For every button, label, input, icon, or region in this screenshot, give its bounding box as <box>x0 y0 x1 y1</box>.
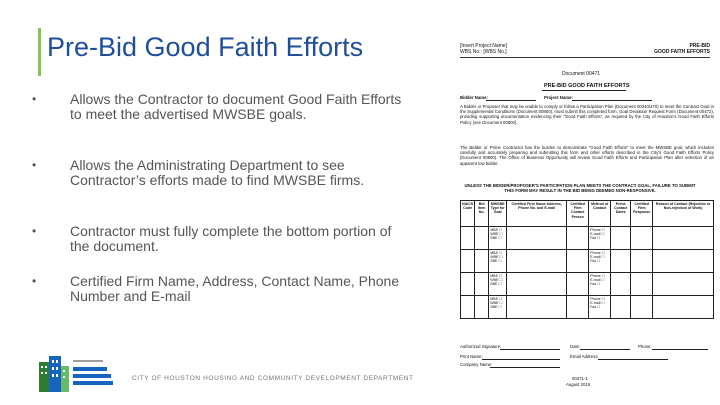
bidder-name-line <box>486 100 536 101</box>
doc-header-rule <box>460 57 710 58</box>
method-options: Phone ☐ E-mail ☐ Fax ☐ <box>589 227 611 250</box>
signature-line <box>500 349 560 350</box>
type-options: MBE ☐ WBE ☐ SBE ☐ <box>489 273 507 296</box>
doc-wbs-no: WBS No.: [WBS No.] <box>460 49 507 55</box>
table-header-cell: Certified Firm Response <box>631 201 653 227</box>
bullet-text: Certified Firm Name, Address, Contact Name, Phone Number and E-mail <box>70 273 400 304</box>
document-preview <box>452 40 714 398</box>
doc-header-left <box>460 43 507 55</box>
table-header-cell: Method of Contact <box>589 201 611 227</box>
table-row <box>461 250 714 273</box>
doc-project-name: [Insert Project Name] <box>460 43 507 49</box>
table-header-cell: NAICS Code <box>461 201 475 227</box>
type-options: MBE ☐ WBE ☐ SBE ☐ <box>489 250 507 273</box>
doc-title-underline <box>542 90 626 91</box>
table-header-cell: Prime Contact Dates <box>611 201 631 227</box>
bullet-item <box>30 92 410 138</box>
bullet-dot: • <box>32 158 37 172</box>
method-options: Phone ☐ E-mail ☐ Fax ☐ <box>589 273 611 296</box>
bullet-dot: • <box>32 92 37 106</box>
gfe-table <box>460 200 714 319</box>
doc-header-gfe: GOOD FAITH EFFORTS <box>654 49 710 55</box>
bullet-text: Allows the Contractor to document Good Faith Efforts to meet the advertised MWSBE goals. <box>70 91 402 122</box>
bullet-item <box>30 224 410 254</box>
doc-title: PRE-BID GOOD FAITH EFFORTS <box>544 83 630 89</box>
doc-header-prebid: PRE-BID <box>689 43 710 49</box>
method-options: Phone ☐ E-mail ☐ Fax ☐ <box>589 250 611 273</box>
email-line <box>598 359 668 360</box>
table-header-cell: Certified Firm Name Address, Phone No. and E-mail <box>507 201 567 227</box>
bullet-item <box>30 158 410 204</box>
footer-text: CITY OF HOUSTON HOUSING AND COMMUNITY DEVELOPMENT DEPARTMENT <box>132 375 414 382</box>
table-row <box>461 227 714 250</box>
email-address-label: Email Address: <box>570 354 599 359</box>
phone-line <box>652 349 708 350</box>
company-name-label: Company Name: <box>460 362 493 367</box>
table-row <box>461 296 714 319</box>
project-name-line <box>572 100 652 101</box>
bullet-item <box>30 274 410 304</box>
doc-page-number: 00471-1 <box>572 376 588 381</box>
date-label: Date: <box>570 344 581 349</box>
bullet-text: Allows the Administrating Department to see Contractor’s efforts made to find MWSBE firms. <box>70 157 365 188</box>
authorized-signature-label: Authorized Signature: <box>460 344 502 349</box>
type-options: MBE ☐ WBE ☐ SBE ☐ <box>489 296 507 319</box>
table-header-row <box>461 201 714 227</box>
print-name-label: Print Name: <box>460 354 483 359</box>
bullet-dot: • <box>32 224 37 238</box>
table-header-cell: MWSBE Type for Goal <box>489 201 507 227</box>
bullet-list <box>30 92 410 324</box>
bullet-text: Contractor must fully complete the bottom portion of the document. <box>70 223 392 254</box>
doc-warning: UNLESS THE BIDDER/PROPOSER'S PARTICIPATION PLAN MEETS THE CONTRACT GOAL, FAILURE TO SUBMIT THIS FORM MAY RESULT IN THE BID BEING DEEMED NON-RESPONSIVE. <box>464 183 696 194</box>
project-name-label: Project Name: <box>544 95 573 100</box>
doc-header-right <box>654 43 710 55</box>
type-options: MBE ☐ WBE ☐ SBE ☐ <box>489 227 507 250</box>
bullet-dot: • <box>32 274 37 288</box>
title-accent-bar <box>38 28 41 76</box>
print-name-line <box>482 359 560 360</box>
doc-paragraph-1: A Bidder or Proposer that may be unable to comply or follow a Participation Plan (Document 00340/470) to meet the Contract Goal in the Supplemental Conditions (Document 00800), must submit this completed form, Goal Deviation Request Form (Document 00472), providing supporting documentation evidencing their "Good Faith Efforts", as required by the City of Houston's Good Faith Efforts Policy (see Document 00800). <box>460 104 714 125</box>
doc-paragraph-2: The Bidder or Prime Contractor has the burden to demonstrate "Good Faith Efforts" to meet the MWSBE goal, which includes carefully and accurately preparing and submitting this form and other efforts described in the City's Good Faith Efforts Policy (Document 00800). The Office of Business Opportunity will review Good Faith Efforts and Participation Plan after selection of an apparent low bidder. <box>460 145 714 166</box>
company-name-line <box>490 367 560 368</box>
hcd-logo <box>35 352 127 396</box>
table-header-cell: Bid Item No. <box>475 201 489 227</box>
slide-title: Pre-Bid Good Faith Efforts <box>47 32 364 62</box>
phone-label: Phone: <box>638 344 652 349</box>
date-line <box>580 349 630 350</box>
table-header-cell: Certified Firm Contact Person <box>567 201 589 227</box>
table-row <box>461 273 714 296</box>
table-header-cell: Reason of Contact (Rejection or Non-rejection of Work) <box>653 201 714 227</box>
doc-number: Document 00471 <box>562 71 601 77</box>
bidder-name-label: Bidder Name: <box>460 95 488 100</box>
doc-revision-date: August 2015 <box>566 382 591 387</box>
method-options: Phone ☐ E-mail ☐ Fax ☐ <box>589 296 611 319</box>
